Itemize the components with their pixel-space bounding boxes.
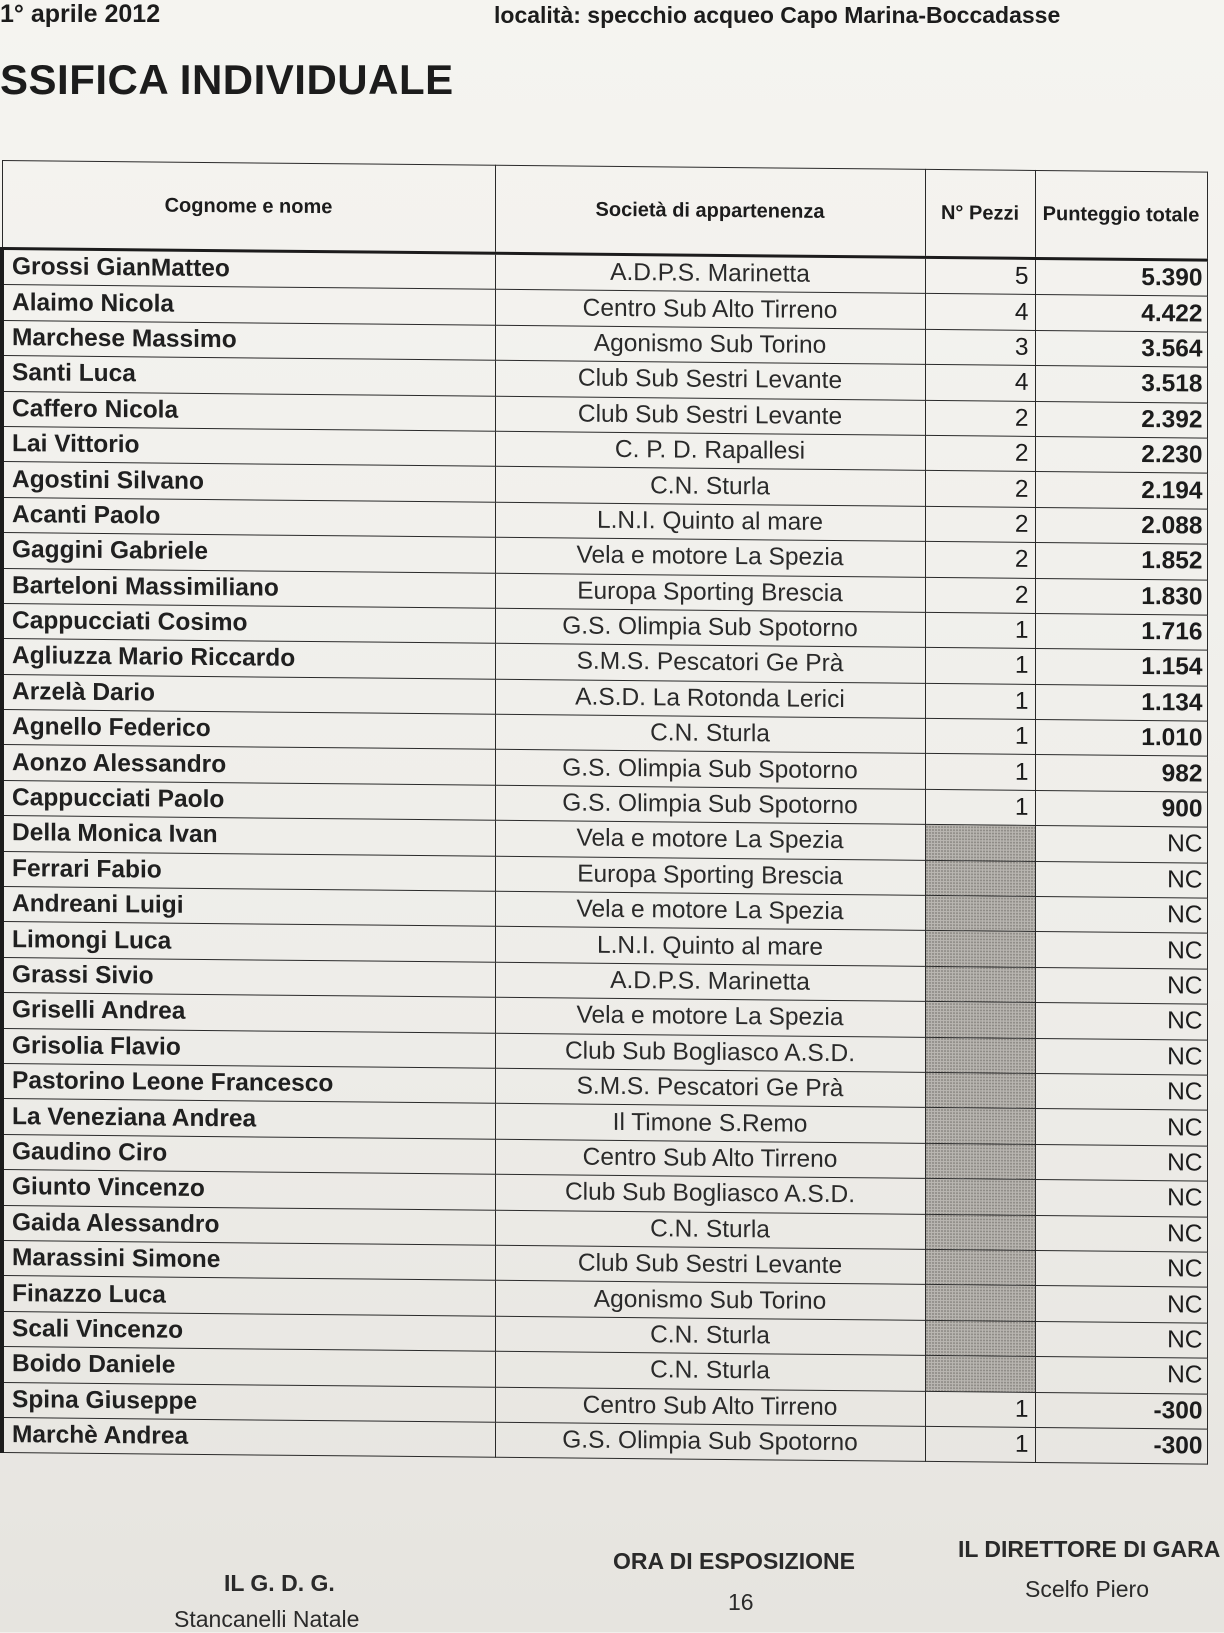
name-cell: Marassini Simone xyxy=(2,1240,495,1280)
name-cell: Pastorino Leone Francesco xyxy=(2,1064,495,1104)
score-cell: 2.194 xyxy=(1035,472,1207,509)
column-header-pezzi: N° Pezzi xyxy=(925,169,1035,258)
score-cell: 1.716 xyxy=(1035,613,1207,650)
footer-exposure-title: ORA DI ESPOSIZIONE xyxy=(613,1548,855,1574)
pezzi-cell: 1 xyxy=(925,612,1035,648)
name-cell: Gaudino Ciro xyxy=(2,1134,495,1174)
club-cell: G.S. Olimpia Sub Spotorno xyxy=(495,1422,925,1462)
score-cell: -300 xyxy=(1035,1427,1207,1464)
pezzi-cell: 1 xyxy=(925,1391,1035,1427)
club-cell: C.N. Sturla xyxy=(495,714,925,754)
pezzi-cell xyxy=(925,1355,1035,1391)
score-cell: NC xyxy=(1035,1038,1207,1075)
pezzi-cell xyxy=(925,1214,1035,1250)
pezzi-cell xyxy=(925,1285,1035,1321)
club-cell: Vela e motore La Spezia xyxy=(495,537,925,577)
pezzi-cell: 1 xyxy=(925,718,1035,754)
name-cell: Della Monica Ivan xyxy=(2,816,495,856)
club-cell: Vela e motore La Spezia xyxy=(495,997,925,1037)
footer-director-title: IL DIRETTORE DI GARA xyxy=(958,1536,1221,1562)
score-cell: NC xyxy=(1035,1144,1207,1181)
pezzi-cell: 2 xyxy=(925,506,1035,542)
club-cell: Club Sub Bogliasco A.S.D. xyxy=(495,1174,925,1214)
name-cell: Barteloni Massimiliano xyxy=(2,568,495,608)
club-cell: C.N. Sturla xyxy=(495,1351,925,1391)
score-cell: NC xyxy=(1035,1321,1207,1358)
name-cell: Ferrari Fabio xyxy=(2,851,495,891)
name-cell: Agnello Federico xyxy=(2,710,495,750)
club-cell: G.S. Olimpia Sub Spotorno xyxy=(495,608,925,648)
score-cell: NC xyxy=(1035,1215,1207,1252)
column-header-name: Cognome e nome xyxy=(2,161,495,254)
header-location: località: specchio acqueo Capo Marina-Boccadasse xyxy=(494,2,1061,28)
name-cell: Limongi Luca xyxy=(2,922,495,962)
pezzi-cell xyxy=(925,1037,1035,1073)
club-cell: G.S. Olimpia Sub Spotorno xyxy=(495,785,925,825)
pezzi-cell xyxy=(925,1320,1035,1356)
name-cell: Griselli Andrea xyxy=(2,993,495,1033)
pezzi-cell: 1 xyxy=(925,754,1035,790)
score-cell: NC xyxy=(1035,826,1207,863)
name-cell: Agliuzza Mario Riccardo xyxy=(2,639,495,679)
club-cell: Club Sub Sestri Levante xyxy=(495,396,925,436)
name-cell: Cappucciati Cosimo xyxy=(2,603,495,643)
score-cell: -300 xyxy=(1035,1392,1207,1429)
score-cell: 900 xyxy=(1035,790,1207,827)
score-cell: NC xyxy=(1035,1109,1207,1146)
name-cell: Spina Giuseppe xyxy=(2,1382,495,1422)
pezzi-cell xyxy=(925,1249,1035,1285)
pezzi-cell xyxy=(925,825,1035,861)
column-header-club: Società di appartenenza xyxy=(495,165,925,257)
pezzi-cell: 4 xyxy=(925,294,1035,330)
club-cell: Vela e motore La Spezia xyxy=(495,891,925,931)
score-cell: 1.134 xyxy=(1035,684,1207,721)
club-cell: C.N. Sturla xyxy=(495,1316,925,1356)
score-cell: 5.390 xyxy=(1035,258,1207,296)
club-cell: Europa Sporting Brescia xyxy=(495,573,925,613)
score-cell: 1.010 xyxy=(1035,720,1207,757)
score-cell: 982 xyxy=(1035,755,1207,792)
score-cell: 2.230 xyxy=(1035,436,1207,473)
club-cell: Club Sub Sestri Levante xyxy=(495,1245,925,1285)
score-cell: NC xyxy=(1035,932,1207,969)
club-cell: Centro Sub Alto Tirreno xyxy=(495,290,925,330)
name-cell: Gaggini Gabriele xyxy=(2,533,495,573)
club-cell: Il Timone S.Remo xyxy=(495,1104,925,1144)
table-header-row xyxy=(2,161,1207,261)
name-cell: Caffero Nicola xyxy=(2,391,495,431)
results-table xyxy=(0,160,1208,1465)
name-cell: Arzelà Dario xyxy=(2,674,495,714)
name-cell: Marchè Andrea xyxy=(2,1417,495,1457)
name-cell: Grossi GianMatteo xyxy=(2,249,495,290)
pezzi-cell: 4 xyxy=(925,365,1035,401)
score-cell: 2.088 xyxy=(1035,507,1207,544)
score-cell: NC xyxy=(1035,1357,1207,1394)
score-cell: NC xyxy=(1035,1180,1207,1217)
pezzi-cell: 2 xyxy=(925,542,1035,578)
pezzi-cell: 5 xyxy=(925,257,1035,294)
name-cell: Grisolia Flavio xyxy=(2,1028,495,1068)
name-cell: Boido Daniele xyxy=(2,1347,495,1387)
club-cell: Club Sub Sestri Levante xyxy=(495,360,925,400)
name-cell: Marchese Massimo xyxy=(2,320,495,360)
club-cell: L.N.I. Quinto al mare xyxy=(495,502,925,542)
footer-exposure-time: 16 xyxy=(728,1589,754,1615)
club-cell: Agonismo Sub Torino xyxy=(495,325,925,365)
pezzi-cell: 1 xyxy=(925,683,1035,719)
score-cell: 3.564 xyxy=(1035,330,1207,367)
pezzi-cell: 1 xyxy=(925,1426,1035,1462)
pezzi-cell xyxy=(925,860,1035,896)
pezzi-cell: 1 xyxy=(925,789,1035,825)
score-cell: 2.392 xyxy=(1035,401,1207,438)
pezzi-cell xyxy=(925,1179,1035,1215)
pezzi-cell: 2 xyxy=(925,400,1035,436)
footer-gdg-title: IL G. D. G. xyxy=(224,1570,335,1596)
header-date: 1° aprile 2012 xyxy=(0,0,161,28)
club-cell: Centro Sub Alto Tirreno xyxy=(495,1139,925,1179)
name-cell: Agostini Silvano xyxy=(2,462,495,502)
pezzi-cell xyxy=(925,1143,1035,1179)
results-body xyxy=(2,249,1207,1465)
column-header-punti: Punteggio totale xyxy=(1035,170,1207,260)
name-cell: Aonzo Alessandro xyxy=(2,745,495,785)
score-cell: NC xyxy=(1035,1286,1207,1323)
pezzi-cell: 2 xyxy=(925,577,1035,613)
club-cell: S.M.S. Pescatori Ge Prà xyxy=(495,1068,925,1108)
pezzi-cell xyxy=(925,895,1035,931)
pezzi-cell xyxy=(925,931,1035,967)
club-cell: A.D.P.S. Marinetta xyxy=(495,253,925,294)
score-cell: 3.518 xyxy=(1035,366,1207,403)
club-cell: A.S.D. La Rotonda Lerici xyxy=(495,679,925,719)
name-cell: Finazzo Luca xyxy=(2,1276,495,1316)
name-cell: Cappucciati Paolo xyxy=(2,780,495,820)
club-cell: Europa Sporting Brescia xyxy=(495,856,925,896)
pezzi-cell: 1 xyxy=(925,648,1035,684)
club-cell: L.N.I. Quinto al mare xyxy=(495,927,925,967)
pezzi-cell xyxy=(925,1072,1035,1108)
club-cell: Centro Sub Alto Tirreno xyxy=(495,1387,925,1427)
name-cell: Giunto Vincenzo xyxy=(2,1170,495,1210)
pezzi-cell: 2 xyxy=(925,471,1035,507)
name-cell: Alaimo Nicola xyxy=(2,285,495,325)
name-cell: Andreani Luigi xyxy=(2,887,495,927)
name-cell: Santi Luca xyxy=(2,356,495,396)
score-cell: NC xyxy=(1035,1003,1207,1040)
name-cell: Scali Vincenzo xyxy=(2,1311,495,1351)
score-cell: NC xyxy=(1035,1073,1207,1110)
club-cell: C.N. Sturla xyxy=(495,467,925,507)
score-cell: 1.830 xyxy=(1035,578,1207,615)
club-cell: Club Sub Bogliasco A.S.D. xyxy=(495,1033,925,1073)
pezzi-cell xyxy=(925,966,1035,1002)
club-cell: S.M.S. Pescatori Ge Prà xyxy=(495,644,925,684)
name-cell: Gaida Alessandro xyxy=(2,1205,495,1245)
name-cell: Lai Vittorio xyxy=(2,426,495,466)
name-cell: Acanti Paolo xyxy=(2,497,495,537)
pezzi-cell xyxy=(925,1108,1035,1144)
footer-gdg-name: Stancanelli Natale xyxy=(174,1606,360,1632)
name-cell: Grassi Sivio xyxy=(2,957,495,997)
name-cell: La Veneziana Andrea xyxy=(2,1099,495,1139)
pezzi-cell: 2 xyxy=(925,435,1035,471)
score-cell: 1.154 xyxy=(1035,649,1207,686)
club-cell: C.N. Sturla xyxy=(495,1210,925,1250)
score-cell: NC xyxy=(1035,861,1207,898)
club-cell: G.S. Olimpia Sub Spotorno xyxy=(495,750,925,790)
club-cell: A.D.P.S. Marinetta xyxy=(495,962,925,1002)
score-cell: NC xyxy=(1035,1250,1207,1287)
pezzi-cell: 3 xyxy=(925,329,1035,365)
score-cell: NC xyxy=(1035,896,1207,933)
club-cell: Vela e motore La Spezia xyxy=(495,821,925,861)
page-title: SSIFICA INDIVIDUALE xyxy=(0,56,454,103)
score-cell: 4.422 xyxy=(1035,295,1207,332)
footer-director-name: Scelfo Piero xyxy=(1025,1576,1150,1602)
pezzi-cell xyxy=(925,1002,1035,1038)
score-cell: NC xyxy=(1035,967,1207,1004)
score-cell: 1.852 xyxy=(1035,543,1207,580)
club-cell: C. P. D. Rapallesi xyxy=(495,431,925,471)
club-cell: Agonismo Sub Torino xyxy=(495,1281,925,1321)
